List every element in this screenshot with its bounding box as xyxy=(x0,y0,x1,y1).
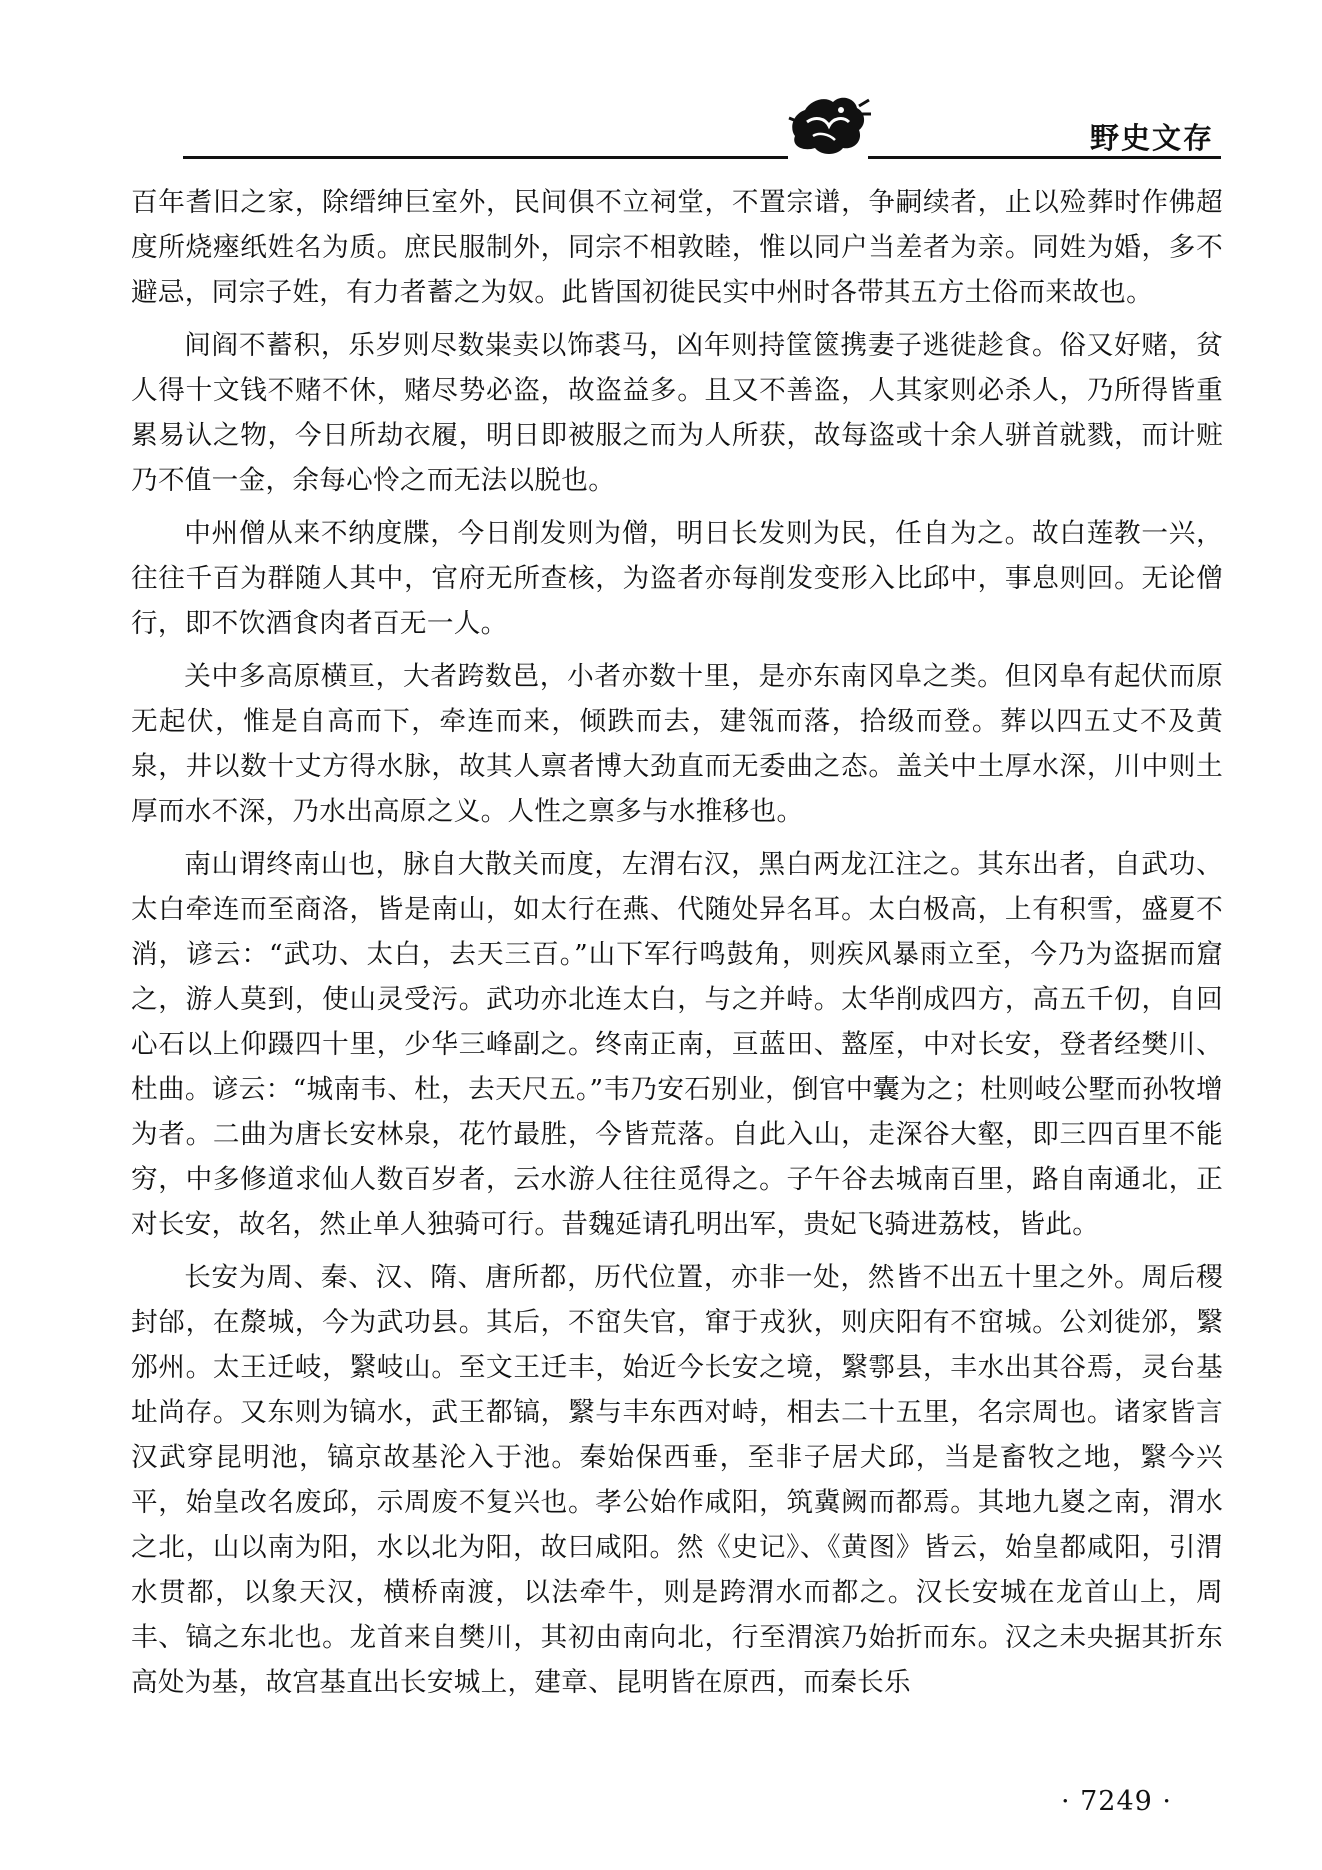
paragraph: 百年耆旧之家，除缙绅巨室外，民间俱不立祠堂，不置宗谱，争嗣续者，止以殓葬时作佛超度所烧瘞纸姓名为质。庶民服制外，同宗不相敦睦，惟以同户当差者为亲。同姓为婚，多不避忌，同宗子姓，有力者蓄之为奴。此皆国初徙民实中州时各带其五方土俗而来故也。 xyxy=(131,187,1223,308)
header-rule-left xyxy=(183,156,788,159)
paragraph: 关中多高原横亘，大者跨数邑，小者亦数十里，是亦东南冈阜之类。但冈阜有起伏而原无起伏，惟是自高而下，牵连而来，倾跌而去，建瓴而落，拾级而登。葬以四五丈不及黄泉，井以数十丈方得水脉，故其人禀者博大劲直而无委曲之态。盖关中土厚水深，川中则土厚而水不深，乃水出高原之义。人性之禀多与水推移也。 xyxy=(131,661,1223,827)
paragraph: 长安为周、秦、汉、隋、唐所都，历代位置，亦非一处，然皆不出五十里之外。周后稷封邰，在漦城，今为武功县。其后，不窋失官，窜于戎狄，则庆阳有不窋城。公刘徙邠，繄邠州。太王迁岐，繄岐山。至文王迁丰，始近今长安之境，繄鄠县，丰水出其谷焉，灵台基址尚存。又东则为镐水，武王都镐，繄与丰东西对峙，相去二十五里，名宗周也。诸家皆言汉武穿昆明池，镐京故基沦入于池。秦始保西垂，至非子居犬邱，当是畜牧之地，繄今兴平，始皇改名废邱，示周废不复兴也。孝公始作咸阳，筑冀阙而都焉。其地九嵏之南，渭水之北，山以南为阳，水以北为阳，故曰咸阳。然《史记》、《黄图》皆云，始皇都咸阳，引渭水贯都，以象天汉，横桥南渡，以法牵牛，则是跨渭水而都之。汉长安城在龙首山上，周丰、镐之东北也。龙首来自樊川，其初由南向北，行至渭滨乃始折而东。汉之未央据其折东高处为基，故宫基直出长安城上，建章、昆明皆在原西，而秦长乐 xyxy=(131,1262,1223,1698)
body-text xyxy=(131,180,1223,1713)
paragraph: 中州僧从来不纳度牒，今日削发则为僧，明日长发则为民，任自为之。故白莲教一兴，往往千百为群随人其中，官府无所查核，为盗者亦每削发变形入比邱中，事息则回。无论僧行，即不饮酒食肉者百无一人。 xyxy=(131,518,1223,639)
running-title: 野史文存 xyxy=(1090,121,1215,155)
page-number: · 7249 · xyxy=(1060,1786,1172,1817)
dragon-ornament-icon xyxy=(785,88,871,158)
paragraph: 南山谓终南山也，脉自大散关而度，左渭右汉，黑白两龙江注之。其东出者，自武功、太白牵连而至商洛，皆是南山，如太行在燕、代随处异名耳。太白极高，上有积雪，盛夏不消，谚云：“武功、太白，去天三百。”山下军行鸣鼓角，则疾风暴雨立至，今乃为盗据而窟之，游人莫到，使山灵受污。武功亦北连太白，与之并峙。太华削成四方，高五千仞，自回心石以上仰蹑四十里，少华三峰副之。终南正南，亘蓝田、盩厔，中对长安，登者经樊川、杜曲。谚云：“城南韦、杜，去天尺五。”韦乃安石别业，倒官中囊为之；杜则岐公墅而孙牧增为者。二曲为唐长安林泉，花竹最胜，今皆荒落。自此入山，走深谷大壑，即三四百里不能穷，中多修道求仙人数百岁者，云水游人往往觅得之。子午谷去城南百里，路自南通北，正对长安，故名，然止单人独骑可行。昔魏延请孔明出军，贵妃飞骑进荔枝，皆此。 xyxy=(131,849,1223,1240)
paragraph: 间阎不蓄积，乐岁则尽数粜卖以饰裘马，凶年则持筐篋携妻子逃徙趁食。俗又好赌，贫人得十文钱不赌不休，赌尽势必盗，故盗益多。且又不善盗，人其家则必杀人，乃所得皆重累易认之物，今日所劫衣履，明日即被服之而为人所获，故每盗或十余人骈首就戮，而计赃乃不值一金，余每心怜之而无法以脱也。 xyxy=(131,330,1223,496)
page-header xyxy=(0,0,1322,170)
